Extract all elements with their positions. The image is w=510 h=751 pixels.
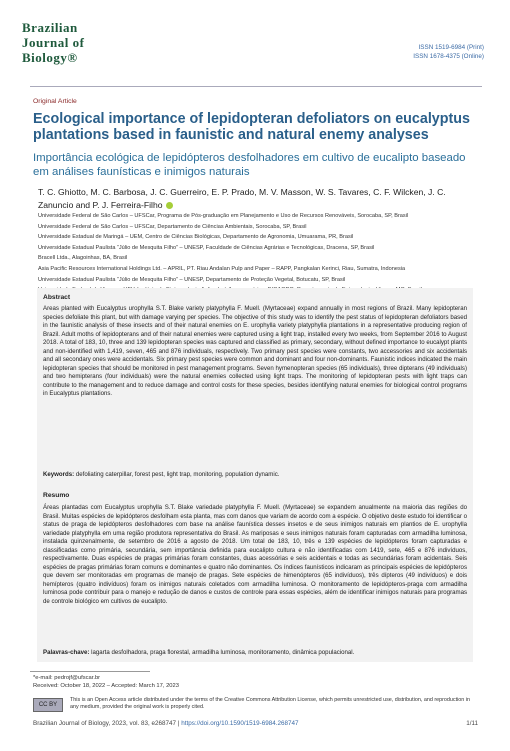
affiliation: Bracell Ltda., Alagoinhas, BA, Brasil: [38, 255, 128, 262]
page-number: 1/11: [466, 720, 478, 727]
palavras-chave-label: Palavras-chave:: [43, 649, 90, 656]
palavras-chave-text: lagarta desfolhadora, praga florestal, armadilha luminosa, monitoramento, dinâmica populacional.: [91, 649, 355, 656]
cc-license-badge[interactable]: CC BY: [33, 698, 63, 712]
article-title: Ecological importance of lepidopteran defoliators on eucalyptus plantations based in faunistic and natural enemy analyses: [33, 111, 470, 143]
authors-text: T. C. Ghiotto, M. C. Barbosa, J. C. Guerreiro, E. P. Prado, M. V. Masson, W. S. Tavares, C. F. Wilcken, J. C. Zanuncio and P. J. Ferreira-Filho: [38, 187, 446, 210]
resumo-text: Áreas plantadas com Eucalyptus urophylla S.T. Blake variedade platyphylla F. Muell. (Myrtaceae) se expandem anualmente na maioria das regiões do Brasil. Muitas espécies de lepidópteros desfolham esta planta, mas com danos que variam de acordo com a espécie. O objetivo deste estudo foi identificar o status de praga de lepidópteros desfolhadores com base na análise faunística desses insetos e de seus inimigos naturais em plantios de E. urophylla variedade platyphylla em uma região produtora representativa do Brasil. As mariposas e seus inimigos naturais foram capturadas com armadilha luminosa, instalada quinzenalmente, de setembro de 2016 a agosto de 2018. Um total de 183, 10, três e 139 espécies de lepidópteros foram capturadas e classificadas como primária, secundária, sem importância definida para eucalipto cultura e não identificadas com 1419, sete, 465 e 876 indivíduos, respectivamente. Duas espécies de pragas primárias foram constantes, duas acessórias e seis acidentais e todas as secundárias foram acidentais. Seis espécies de pragas primárias foram comuns e dominantes e quatro não dominantes. Os índices faunísticos indicaram as principais espécies de lepidópteros que devem ser monitoradas em programas de manejo de pragas. Sete espécies de himenópteros (65 indivíduos), três dípteros (49 indivíduos) e dois hemípteros (quatro indivíduos) foram os inimigos naturais coletados com armadilha luminosa. O monitoramento de lepidópteros-praga com armadilha luminosa pode contribuir para o manejo e redução de danos e custos de controle para essas espécies, além de identificar inimigos naturais para programas de controle biológico em cultivos de eucalipto.: [43, 504, 467, 605]
footnote-email: *e-mail: pedrojf@ufscar.br: [33, 675, 101, 681]
affiliation: Universidade Federal de São Carlos – UFSCar, Departamento de Ciências Ambientais, Sorocaba, SP, Brasil: [38, 223, 307, 230]
affiliations: [38, 212, 478, 297]
header-rule: [30, 86, 482, 87]
section-label: Original Article: [33, 98, 77, 105]
keywords-text: defoliating caterpillar, forest pest, light trap, monitoring, population dynamic.: [75, 471, 280, 478]
abstract-heading: Abstract: [43, 294, 71, 301]
footnote-dates: Received: October 18, 2022 – Accepted: March 17, 2023: [33, 683, 179, 689]
issn-online: ISSN 1678-4375 (Online): [413, 53, 484, 60]
resumo-keywords: [43, 649, 467, 658]
journal-logo: [22, 20, 84, 65]
logo-line-1: Brazilian: [22, 20, 78, 35]
issn-print: ISSN 1519-6984 (Print): [418, 44, 484, 51]
affiliation: Universidade Federal de São Carlos – UFSCar, Programa de Pós-graduação em Planejamento e Uso de Recursos Renováveis, Sorocaba, SP, Brasil: [38, 213, 409, 219]
affiliation: Universidade Estadual Paulista “Júlio de Mesquita Filho” – UNESP, Departamento de Proteção Vegetal, Botucatu, SP, Brasil: [38, 276, 346, 283]
journal-citation: Brazilian Journal of Biology, 2023, vol. 83, e268747: [33, 720, 177, 727]
affiliation: Universidade Estadual Paulista “Júlio de Mesquita Filho” – UNESP, Faculdade de Ciências Agrárias e Tecnológicas, Dracena, SP, Brasil: [38, 244, 375, 251]
license-text: This is an Open Access article distributed under the terms of the Creative Commons Attribution License, which permits unrestricted use, distribution, and reproduction in any medium, provided the original work is properly cited.: [70, 697, 470, 710]
affiliation: Universidade Estadual de Maringá – UEM, Centro de Ciências Biológicas, Departamento de Agronomia, Umuarama, PR, Brasil: [38, 234, 354, 241]
article-subtitle: Importância ecológica de lepidópteros desfolhadores em cultivo de eucalipto baseado em análises faunísticas e inimigos naturais: [33, 152, 466, 178]
doi-link[interactable]: https://doi.org/10.1590/1519-6984.268747: [181, 720, 299, 727]
resumo-heading: Resumo: [43, 492, 70, 499]
logo-line-3: Biology®: [22, 50, 78, 65]
issn-block: [413, 43, 484, 61]
keywords-label: Keywords:: [43, 471, 75, 478]
affiliation: Asia Pacific Resources International Holdings Ltd. – APRIL, PT. Riau Andalan Pulp and Paper – RAPP, Pangkalan Kerinci, Riau, Sumatra, Indonesia: [38, 265, 406, 272]
footnote-rule: [30, 671, 150, 672]
journal-reference: Brazilian Journal of Biology, 2023, vol. 83, e268747 | https://doi.org/10.1590/1519-6984.268747: [33, 720, 299, 727]
abstract-text: Areas planted with Eucalyptus urophylla S.T. Blake variety platyphylla F. Muell. (Myrtaceae) expand annually in most regions of Brazil. Many lepidopteran species defoliate this plant, but with damage varying per species. The objective of this study was to identify the pest status of lepidopteran defoliators based in the faunistic analysis of these insects and of their natural enemies on E. urophylla variety platyphylla plantations in a representative producing region of Brazil. Adult moths of lepidopterans and of their natural enemies were captured using a light trap, installed every two weeks, from September 2016 to August 2018. A total of 183, 10, three and 139 lepidopteran species was captured and classified as primary, secondary, without defined importance to eucalypt plants and non-identified with 1,419, seven, 465 and 876 individuals, respectively. Two primary pest species were constants, two accessories and six accidentals and all secondary ones were accidentals. Six primary pest species were common and dominant and four non-dominants. Faunistic indices indicated the main lepidopteran species that should be monitored in pest management programs. Seven hymenopteran species (65 individuals), three dipterans (49 individuals) and two hemipterans (four individuals) were the natural enemies collected using light traps. The monitoring of lepidopteran pests with light traps can contribute to the management and to reduce damage and control costs for these species, besides identifying natural enemies for biological control programs in Eucalyptus plantations.: [43, 305, 467, 397]
orcid-icon[interactable]: [166, 202, 173, 209]
abstract-box: [37, 288, 473, 662]
abstract-keywords: [43, 471, 467, 480]
author-list: [38, 186, 478, 212]
logo-line-2: Journal of: [22, 35, 85, 50]
